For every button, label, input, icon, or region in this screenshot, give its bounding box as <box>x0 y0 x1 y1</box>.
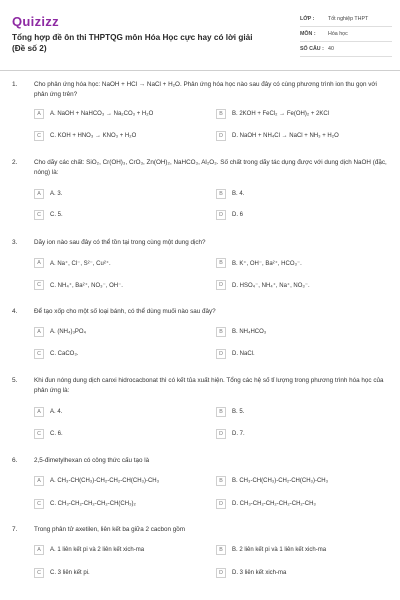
option-c[interactable] <box>34 130 204 142</box>
option-letter-box: D <box>216 210 226 220</box>
option-text: C. 3 liên kết pi. <box>50 570 90 576</box>
option-letter-box: D <box>216 131 226 141</box>
meta-table <box>300 12 392 57</box>
document-title: Tổng hợp đề ôn thi THPTQG môn Hóa Học cực hay có lời giải (Đề số 2) <box>12 33 253 53</box>
meta-value: 40 <box>328 46 334 52</box>
option-text: D. 7. <box>232 431 245 437</box>
option-letter-box: B <box>216 109 226 119</box>
option-text: B. 2KOH + FeCl₂ → Fe(OH)₂ + 2KCl <box>232 111 330 117</box>
option-letter-box: A <box>34 407 44 417</box>
option-text: D. NaCl. <box>232 351 255 357</box>
option-text: D. 3 liên kết xich-ma <box>232 570 287 576</box>
option-text: D. NaOH + NH₄Cl → NaCl + NH₃ + H₂O <box>232 133 339 139</box>
option-a[interactable] <box>34 475 204 487</box>
option-text: A. 1 liên kết pi và 2 liên kết xich-ma <box>50 547 145 553</box>
option-c[interactable] <box>34 567 204 579</box>
question-number: 7. <box>12 526 18 533</box>
option-d[interactable] <box>216 209 386 221</box>
header-divider <box>0 70 400 71</box>
option-letter-box: D <box>216 429 226 439</box>
option-letter-box: A <box>34 545 44 555</box>
option-text: C. CH₃-CH₂-CH₂-CH₂-CH(CH₃)₂ <box>50 501 136 507</box>
option-text: B. NH₄HCO₃ <box>232 329 267 335</box>
option-letter-box: B <box>216 258 226 268</box>
option-letter-box: C <box>34 349 44 359</box>
option-text: C. CaCO₃. <box>50 351 79 357</box>
question-number: 3. <box>12 239 18 246</box>
option-letter-box: A <box>34 327 44 337</box>
option-text: C. 5. <box>50 212 63 218</box>
option-b[interactable] <box>216 257 386 269</box>
option-text: A. NaOH + NaHCO₃ → Na₂CO₃ + H₂O <box>50 111 154 117</box>
option-text: C. KOH + HNO₃ → KNO₃ + H₂O <box>50 133 137 139</box>
option-c[interactable] <box>34 498 204 510</box>
option-text: B. 5. <box>232 409 245 415</box>
option-letter-box: B <box>216 476 226 486</box>
option-text: D. 6 <box>232 212 244 218</box>
option-a[interactable] <box>34 326 204 338</box>
option-a[interactable] <box>34 108 204 120</box>
option-d[interactable] <box>216 567 386 579</box>
option-b[interactable] <box>216 406 386 418</box>
option-b[interactable] <box>216 475 386 487</box>
option-d[interactable] <box>216 498 386 510</box>
question-text: Cho dãy các chất: SiO₂, Cr(OH)₃, CrO₃, Zn(OH)₂, NaHCO₃, Al₂O₃. Số chất trong dãy tác dụng được với dung dịch NaOH (đặc, nóng) là: <box>34 159 387 176</box>
option-letter-box: D <box>216 568 226 578</box>
option-letter-box: A <box>34 258 44 268</box>
option-text: A. CH₃-CH(CH₃)-CH₂-CH₂-CH(CH₃)-CH₃ <box>50 478 160 484</box>
option-text: C. 6. <box>50 431 63 437</box>
option-d[interactable] <box>216 428 386 440</box>
option-letter-box: C <box>34 568 44 578</box>
option-b[interactable] <box>216 108 386 120</box>
option-b[interactable] <box>216 188 386 200</box>
option-c[interactable] <box>34 348 204 360</box>
meta-row-subject <box>300 27 392 42</box>
option-letter-box: C <box>34 499 44 509</box>
option-letter-box: B <box>216 327 226 337</box>
question-text: Dãy ion nào sau đây có thể tồn tại trong cùng một dung dịch? <box>34 239 206 246</box>
option-letter-box: B <box>216 189 226 199</box>
option-text: C. NH₄⁺, Ba²⁺, NO₃⁻, OH⁻. <box>50 282 123 289</box>
option-c[interactable] <box>34 279 204 291</box>
option-letter-box: A <box>34 109 44 119</box>
question-number: 4. <box>12 308 18 315</box>
option-c[interactable] <box>34 209 204 221</box>
option-a[interactable] <box>34 257 204 269</box>
question-number: 2. <box>12 159 18 166</box>
meta-row-count <box>300 42 392 57</box>
option-d[interactable] <box>216 279 386 291</box>
question-number: 1. <box>12 81 18 88</box>
option-text: B. 2 liên kết pi và 1 liên kết xich-ma <box>232 547 327 553</box>
option-letter-box: C <box>34 280 44 290</box>
option-letter-box: A <box>34 476 44 486</box>
quizizz-logo: Quizizz <box>12 14 59 29</box>
option-text: A. Na⁺, Cl⁻, S²⁻, Cu²⁺. <box>50 260 111 267</box>
meta-row-class <box>300 12 392 27</box>
meta-value: Hóa học <box>328 31 348 37</box>
question-text: Để tạo xốp cho một số loại bánh, có thể dùng muối nào sau đây? <box>34 308 216 315</box>
option-a[interactable] <box>34 544 204 556</box>
option-letter-box: D <box>216 499 226 509</box>
option-letter-box: C <box>34 131 44 141</box>
option-text: D. CH₃-CH₂-CH₂-CH₂-CH₂-CH₃ <box>232 501 316 507</box>
option-d[interactable] <box>216 348 386 360</box>
question-text: 2,5-đimetylhexan có công thức cấu tạo là <box>34 457 150 464</box>
meta-key: MÔN : <box>300 31 316 37</box>
meta-value: Tốt nghiệp THPT <box>328 16 369 22</box>
option-letter-box: B <box>216 407 226 417</box>
option-b[interactable] <box>216 544 386 556</box>
meta-key: SỐ CÂU : <box>300 46 324 52</box>
option-text: B. K⁺, OH⁻, Ba²⁺, HCO₃⁻. <box>232 260 302 267</box>
option-text: A. 4. <box>50 409 63 415</box>
option-a[interactable] <box>34 188 204 200</box>
option-text: B. 4. <box>232 191 245 197</box>
question-text: Trong phân tử axetilen, liên kết ba giữa 2 cacbon gồm <box>34 526 186 533</box>
option-text: B. CH₃-CH(CH₃)-CH₂-CH(CH₃)-CH₃ <box>232 478 329 484</box>
question-text: Cho phản ứng hóa học: NaOH + HCl → NaCl + H₂O. Phản ứng hóa học nào sau đây có cùng phương trình ion thu gọn với phản ứng trên? <box>34 81 377 98</box>
option-text: A. 3. <box>50 191 63 197</box>
option-text: D. HSO₄⁻, NH₄⁺, Na⁺, NO₃⁻. <box>232 282 310 289</box>
option-letter-box: A <box>34 189 44 199</box>
meta-key: LỚP : <box>300 16 315 22</box>
option-b[interactable] <box>216 326 386 338</box>
question-number: 5. <box>12 377 18 384</box>
option-letter-box: D <box>216 280 226 290</box>
question-text: Khi đun nóng dung dịch canxi hidrocacbonat thì có kết tủa xuất hiện. Tổng các hệ số tỉ lượng trong phương trình hóa học của phản ứng là: <box>34 377 384 394</box>
option-d[interactable] <box>216 130 386 142</box>
option-c[interactable] <box>34 428 204 440</box>
option-a[interactable] <box>34 406 204 418</box>
option-letter-box: B <box>216 545 226 555</box>
option-letter-box: D <box>216 349 226 359</box>
question-number: 6. <box>12 457 18 464</box>
option-letter-box: C <box>34 210 44 220</box>
document-header <box>0 0 400 72</box>
option-letter-box: C <box>34 429 44 439</box>
option-text: A. (NH₄)₃PO₄ <box>50 329 87 335</box>
